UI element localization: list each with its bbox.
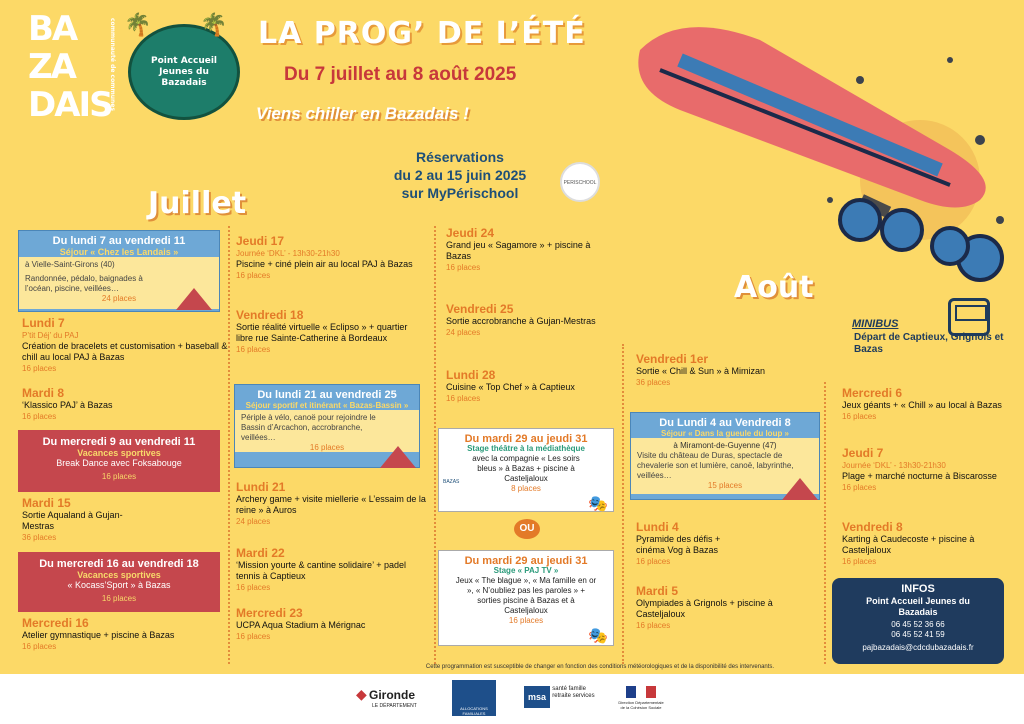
myperischool-logo: PERISCHOOL: [560, 162, 600, 202]
email-link[interactable]: pajbazadais@cdcdubazadais.fr: [862, 643, 974, 652]
program-dates: Du 7 juillet au 8 août 2025: [284, 64, 517, 85]
event-mercredi-6: Mercredi 6 Jeux géants + « Chill » au local à Bazas 16 places: [842, 386, 1002, 421]
event-jeudi-7: Jeudi 7 Journée ‘DKL’ - 13h30-21h30 Plage + marché nocturne à Biscarosse 16 places: [842, 446, 997, 492]
tent-icon: [380, 446, 416, 468]
column-border: [824, 382, 826, 664]
vacances-sportives-breakdance: Du mercredi 9 au vendredi 11 Vacances sportives Break Dance avec Foksabouge 16 places: [18, 430, 220, 492]
msa-logo: msa santé famille retraite services: [524, 686, 614, 708]
tagline: Viens chiller en Bazadais !: [256, 104, 469, 123]
column-border: [228, 226, 230, 664]
event-mardi-5: Mardi 5 Olympiades à Grignols + piscine à Casteljaloux 16 places: [636, 584, 773, 630]
sejour-bazas-bassin-box: Du lundi 21 au vendredi 25 Séjour sportif et itinérant « Bazas-Bassin » Périple à vélo, canoë pour rejoindre le Bassin d’Arcachon, accrobranche, veillées… 16 places: [234, 384, 420, 468]
bazadais-logo: BA ZA DAIS communauté de communes: [28, 9, 116, 125]
event-lundi-21: Lundi 21 Archery game + visite miellerie « L’essaim de la reine » à Auros 24 places: [236, 480, 426, 526]
vacances-sportives-kocass: Du mercredi 16 au vendredi 18 Vacances sportives « Kocass’Sport » à Bazas 16 places: [18, 552, 220, 612]
minibus-info: MINIBUS Départ de Captieux, Grignols et Bazas: [852, 318, 1004, 355]
skateboard-illustration: [620, 0, 1024, 330]
event-lundi-7: Lundi 7 P’tit Déj’ du PAJ Création de bracelets et customisation + baseball & chill au local PAJ à Bazas 16 places: [22, 316, 228, 373]
footer-bar: [0, 674, 1024, 724]
event-vendredi-1: Vendredi 1er Sortie « Chill & Sun » à Mimizan 36 places: [636, 352, 766, 387]
event-mardi-8: Mardi 8 ‘Klassico PAJ’ à Bazas 16 places: [22, 386, 113, 421]
paj-logo: Point Accueil Jeunes du Bazadais: [128, 24, 240, 120]
sejour-landais-box: Du lundi 7 au vendredi 11 Séjour « Chez les Landais » à Vielle-Saint-Girons (40) Randonnée, pédalo, baignades à l’océan, piscine, veillées… 24 places: [18, 230, 220, 312]
event-mardi-15: Mardi 15 Sortie Aqualand à Gujan-Mestras 36 places: [22, 496, 123, 542]
tent-icon: [176, 288, 212, 310]
caf-logo: ALLOCATIONS FAMILIALES: [452, 680, 496, 716]
stage-theatre-box: Du mardi 29 au jeudi 31 Stage théâtre à la médiathèque avec la compagnie « Les soirs bleus » à Bazas + piscine à Casteljaloux 8 places BAZAS: [438, 428, 614, 512]
phone-2: 06 45 52 41 59: [891, 630, 945, 639]
bazas-logo: BAZAS: [443, 479, 460, 485]
infos-box: INFOS Point Accueil Jeunes du Bazadais 06 45 52 36 66 06 45 52 41 59 pajbazadais@cdcdubazadais.fr: [832, 578, 1004, 664]
prefet-logo: Direction Départementale de la Cohésion Sociale: [616, 686, 666, 710]
palm-icon: 🌴: [124, 12, 152, 37]
event-vendredi-25: Vendredi 25 Sortie accrobranche à Gujan-Mestras 24 places: [446, 302, 596, 337]
stage-paj-tv-box: Du mardi 29 au jeudi 31 Stage « PAJ TV » Jeux « The blague », « Ma famille en or », « N’oubliez pas les paroles » + sorties piscine à Bazas et à Casteljaloux 16 places: [438, 550, 614, 646]
bus-icon: [948, 298, 990, 336]
column-border: [434, 226, 436, 664]
or-badge: OU: [514, 519, 540, 539]
tent-icon: [782, 478, 818, 500]
event-lundi-28: Lundi 28 Cuisine « Top Chef » à Captieux 16 places: [446, 368, 575, 403]
theatre-masks-icon: 🎭: [588, 496, 608, 513]
month-label-juillet: Juillet: [148, 186, 247, 221]
theatre-masks-icon: 🎭: [588, 628, 608, 645]
palm-icon: 🌴: [200, 12, 228, 37]
column-border: [622, 344, 624, 664]
page-title: LA PROG’ DE L’ÉTÉ: [258, 16, 586, 51]
event-mercredi-16: Mercredi 16 Atelier gymnastique + piscine à Bazas 16 places: [22, 616, 175, 651]
gironde-logo: ◆ Gironde LE DÉPARTEMENT: [356, 686, 417, 709]
event-lundi-4: Lundi 4 Pyramide des défis + cinéma Vog à Bazas 16 places: [636, 520, 721, 566]
event-vendredi-8: Vendredi 8 Karting à Caudecoste + piscine à Casteljaloux 16 places: [842, 520, 975, 566]
month-label-aout: Août: [734, 270, 814, 305]
sejour-gueule-du-loup-box: Du Lundi 4 au Vendredi 8 Séjour « Dans la gueule du loup » à Miramont-de-Guyenne (47) Visite du château de Duras, spectacle de chevalerie son et lumière, canoë, labyrinthe, veillées… 15 places: [630, 412, 820, 500]
reservations-info: Réservations du 2 au 15 juin 2025 sur MyPérischool: [393, 149, 527, 201]
event-jeudi-24: Jeudi 24 Grand jeu « Sagamore » + piscine à Bazas 16 places: [446, 226, 591, 272]
event-vendredi-18: Vendredi 18 Sortie réalité virtuelle « Eclipso » + quartier libre rue Sainte-Catherine à Bordeaux 16 places: [236, 308, 408, 354]
phone-1: 06 45 52 36 66: [891, 620, 945, 629]
disclaimer: Cette programmation est susceptible de changer en fonction des conditions météorologiques et de la disponibilité des intervenants.: [425, 664, 775, 670]
event-mercredi-23: Mercredi 23 UCPA Aqua Stadium à Mérignac 16 places: [236, 606, 366, 641]
event-mardi-22: Mardi 22 ‘Mission yourte & cantine solidaire’ + padel tennis à Captieux 16 places: [236, 546, 407, 592]
event-jeudi-17: Jeudi 17 Journée ‘DKL’ - 13h30-21h30 Piscine + ciné plein air au local PAJ à Bazas 16 places: [236, 234, 413, 280]
